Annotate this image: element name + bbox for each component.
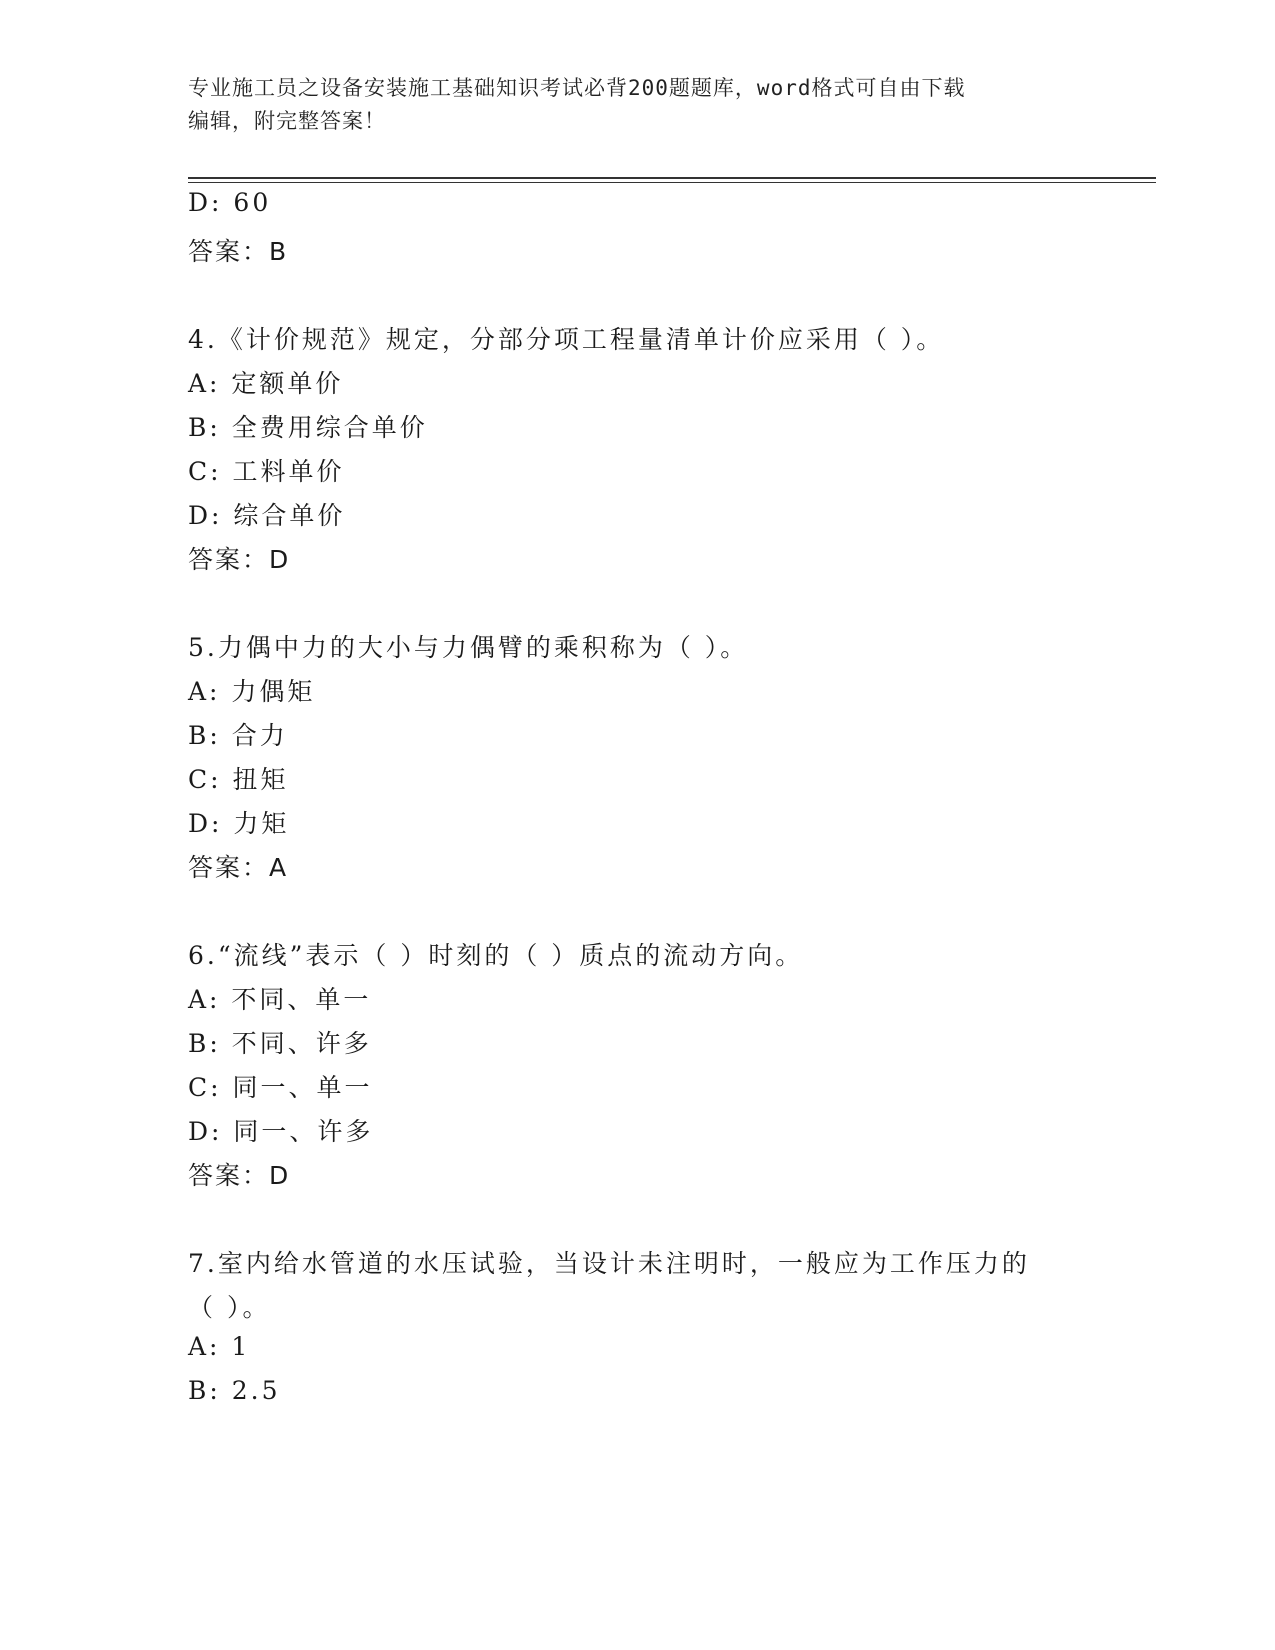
header-line-1: 专业施工员之设备安装施工基础知识考试必背200题题库，word格式可自由下载 bbox=[188, 76, 966, 100]
header-line-2: 编辑，附完整答案！ bbox=[188, 109, 386, 133]
q4-option-d: D: 综合单价 bbox=[188, 501, 346, 530]
q5-stem: 5.力偶中力的大小与力偶臂的乘积称为（ ）。 bbox=[188, 633, 749, 662]
q6-option-d: D: 同一、许多 bbox=[188, 1117, 374, 1146]
q7-option-b: B: 2.5 bbox=[188, 1376, 281, 1405]
q4-option-b: B: 全费用综合单价 bbox=[188, 413, 428, 442]
q5-option-a: A: 力偶矩 bbox=[188, 677, 316, 706]
header-divider-thin bbox=[188, 182, 1156, 183]
q7-stem-line-2: （ ）。 bbox=[188, 1293, 271, 1322]
q4-option-c: C: 工料单价 bbox=[188, 457, 345, 486]
header-divider-thick bbox=[188, 177, 1156, 179]
q4-stem: 4.《计价规范》规定，分部分项工程量清单计价应采用（ ）。 bbox=[188, 325, 945, 354]
q5-option-b: B: 合力 bbox=[188, 721, 288, 750]
q6-option-c: C: 同一、单一 bbox=[188, 1073, 373, 1102]
document-header bbox=[188, 72, 1068, 138]
q6-option-a: A: 不同、单一 bbox=[188, 985, 372, 1014]
q7-stem-line-1: 7.室内给水管道的水压试验，当设计未注明时，一般应为工作压力的 bbox=[188, 1249, 1030, 1278]
q3-answer: 答案：B bbox=[188, 237, 289, 266]
q5-answer: 答案：A bbox=[188, 853, 289, 882]
q7-option-a: A: 1 bbox=[188, 1332, 251, 1361]
q4-option-a: A: 定额单价 bbox=[188, 369, 344, 398]
q6-answer: 答案：D bbox=[188, 1161, 291, 1190]
q3-option-d: D: 60 bbox=[188, 188, 272, 217]
q5-option-d: D: 力矩 bbox=[188, 809, 290, 838]
q6-option-b: B: 不同、许多 bbox=[188, 1029, 372, 1058]
q6-stem: 6.“流线”表示（ ）时刻的（ ）质点的流动方向。 bbox=[188, 941, 804, 970]
q4-answer: 答案：D bbox=[188, 545, 291, 574]
q5-option-c: C: 扭矩 bbox=[188, 765, 289, 794]
